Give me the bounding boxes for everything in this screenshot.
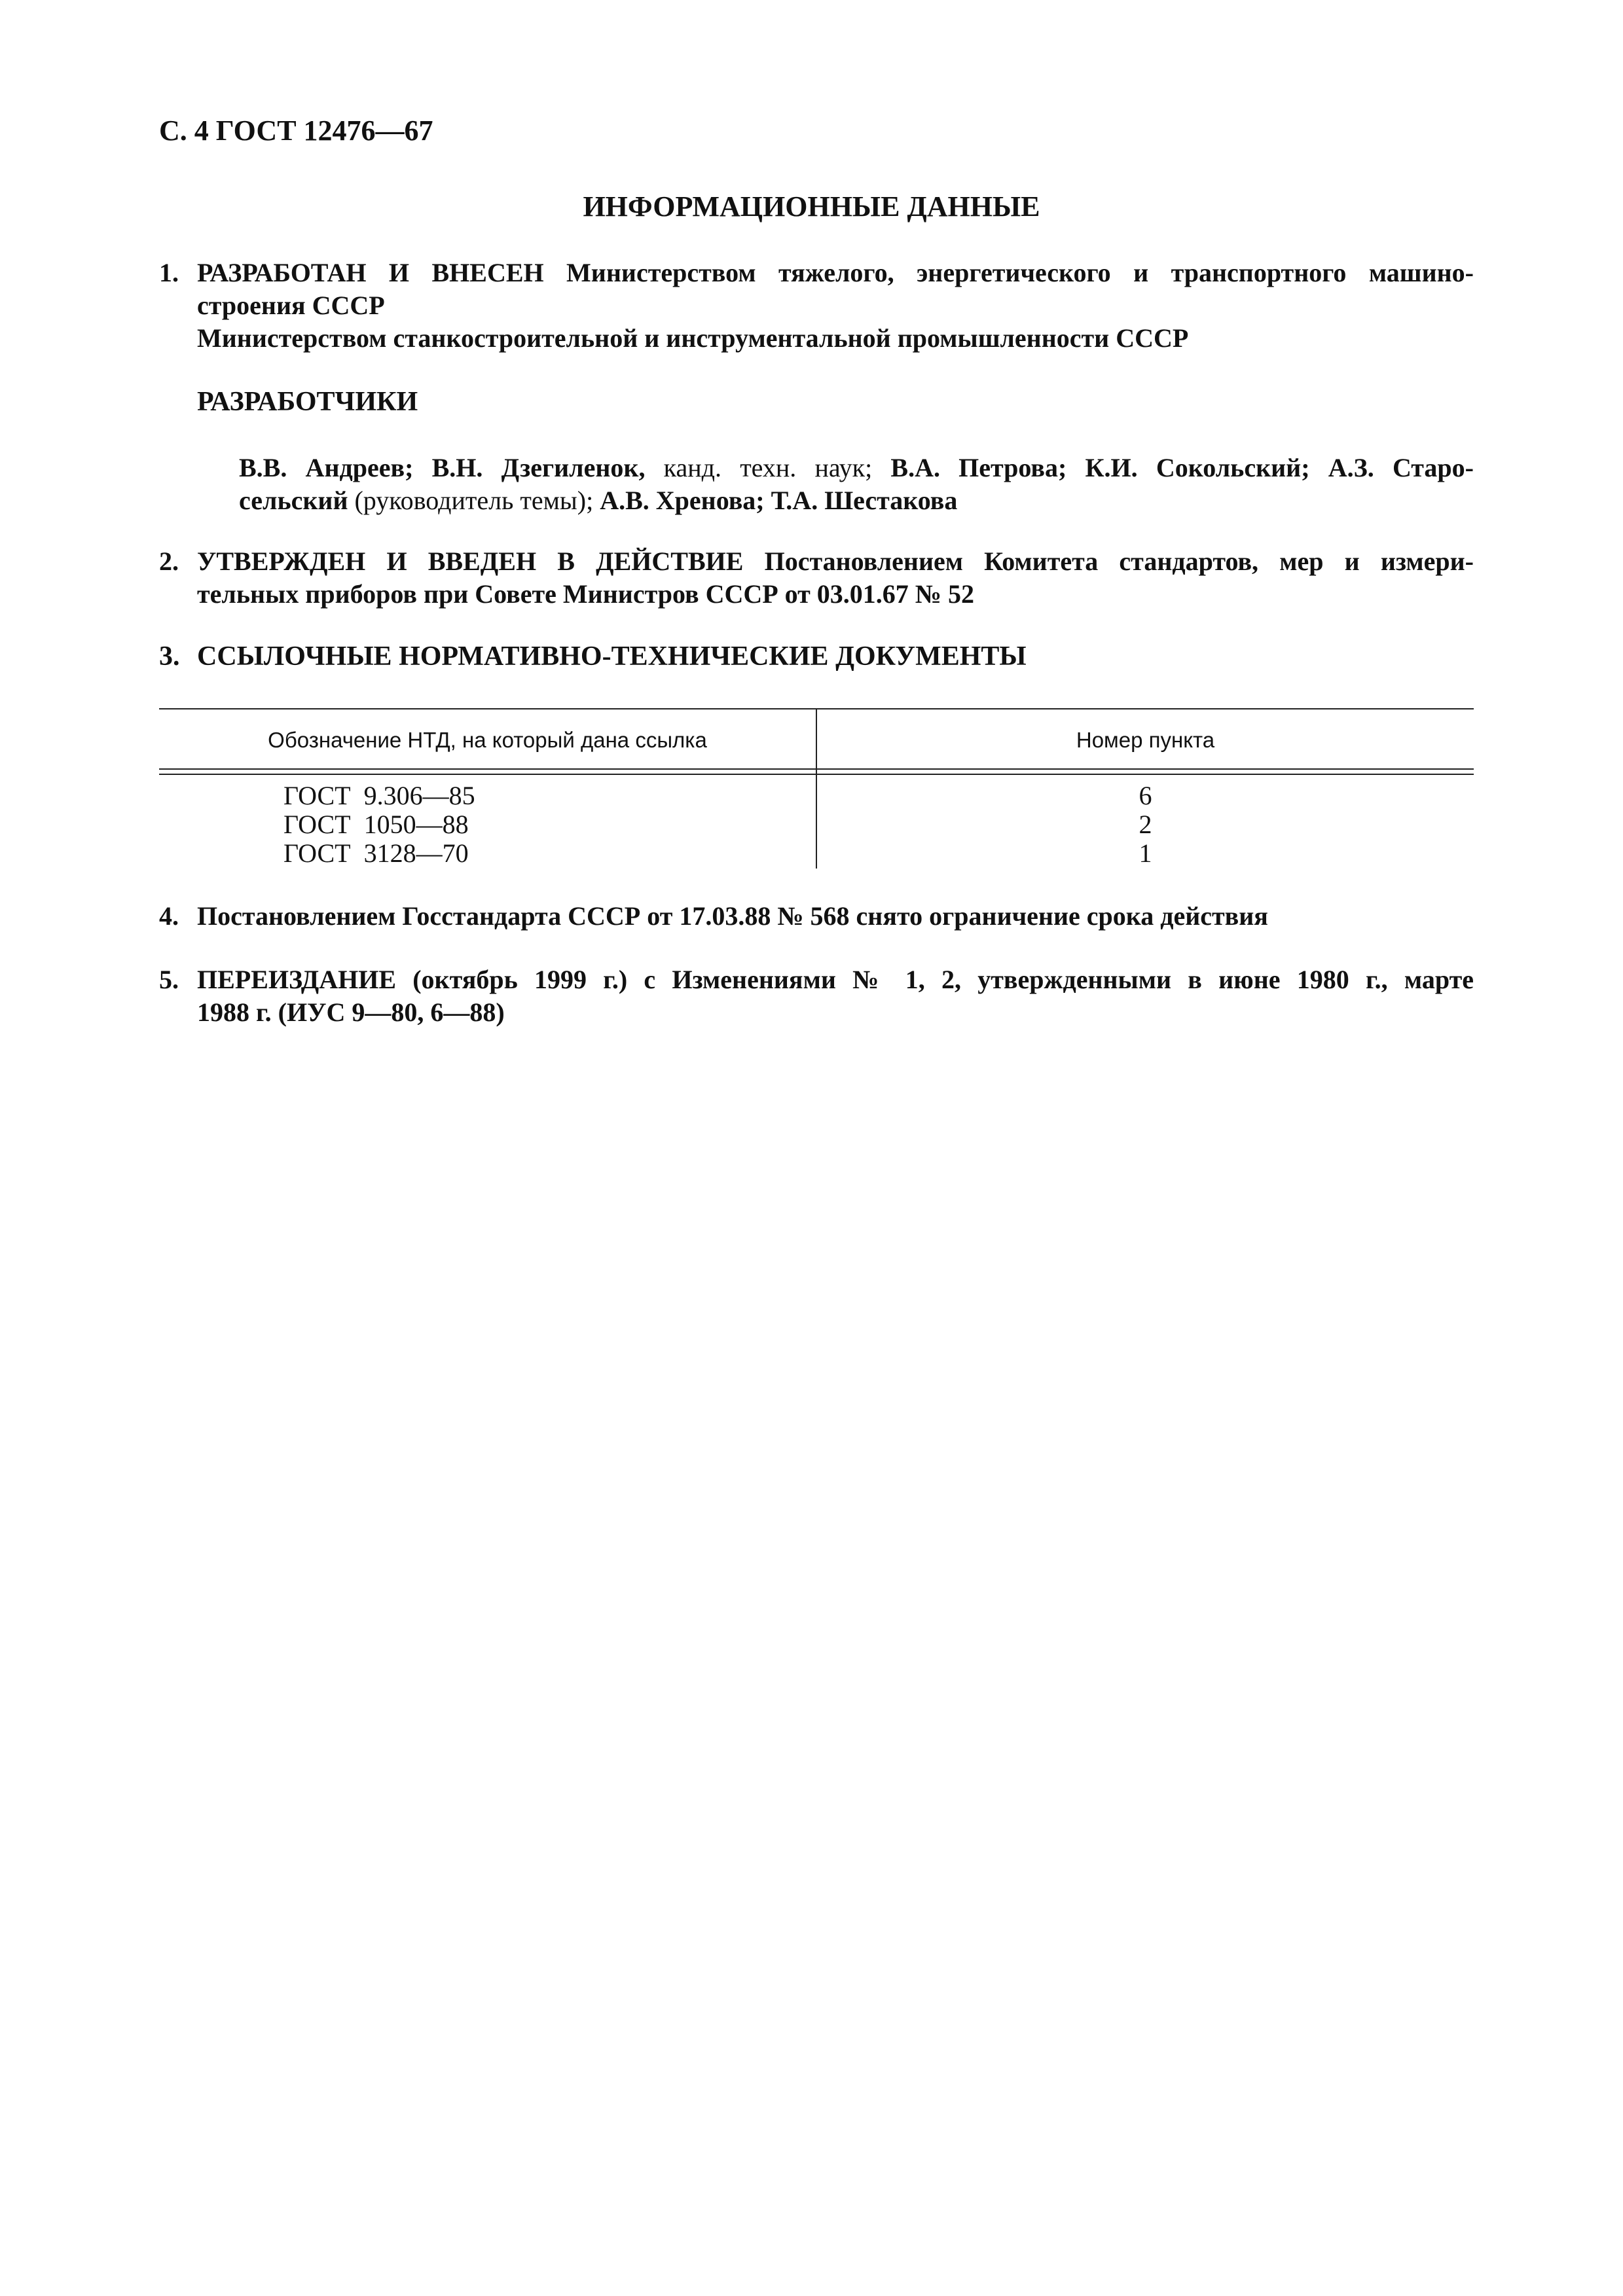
document-title: ИНФОРМАЦИОННЫЕ ДАННЫЕ	[583, 190, 1040, 223]
reference-table	[159, 708, 1474, 869]
developers-names-3: сельский	[239, 486, 348, 515]
table-cell-item: 2	[1139, 810, 1152, 839]
table-header-item-number: Номер пункта	[1076, 728, 1215, 752]
section-5	[159, 963, 1474, 1029]
table-column-items	[817, 781, 1474, 868]
table-column-documents	[283, 781, 475, 868]
section-1-line-1: РАЗРАБОТАН И ВНЕСЕН Министерством тяжелого, энергетического и транспортного машино-	[197, 258, 1474, 287]
section-2-number: 2.	[159, 547, 179, 576]
table-header-document: Обозначение НТД, на который дана ссылка	[268, 728, 707, 752]
developers-names-4: А.В. Хренова; Т.А. Шестакова	[593, 486, 958, 515]
developers-line-2	[239, 484, 1474, 517]
developers-line-1	[239, 452, 1474, 484]
developers-degree: канд. техн. наук;	[645, 453, 873, 482]
developers-heading: РАЗРАБОТЧИКИ	[197, 387, 418, 417]
section-4-text: Постановлением Госстандарта СССР от 17.03.88 № 568 снято ограничение срока действия	[197, 901, 1268, 931]
developers-list	[239, 452, 1474, 517]
section-1-line-2: строения СССР	[197, 291, 385, 320]
page-header: С. 4 ГОСТ 12476—67	[159, 115, 433, 147]
table-cell-document: ГОСТ 3128—70	[283, 838, 469, 868]
section-1-line-3: Министерством станкостроительной и инструментальной промышленности СССР	[197, 323, 1189, 353]
section-2-line-2: тельных приборов при Совете Министров СССР от 03.01.67 № 52	[197, 579, 974, 609]
section-2-line-1: УТВЕРЖДЕН И ВВЕДЕН В ДЕЙСТВИЕ Постановлением Комитета стандартов, мер и измери-	[197, 547, 1474, 576]
section-4	[159, 900, 1474, 933]
section-5-line-2: 1988 г. (ИУС 9—80, 6—88)	[197, 997, 505, 1027]
section-1-number: 1.	[159, 258, 179, 287]
table-cell-item: 1	[1139, 838, 1152, 868]
table-cell-item: 6	[1139, 781, 1152, 810]
table-cell-document: ГОСТ 1050—88	[283, 810, 469, 839]
table-cell-document: ГОСТ 9.306—85	[283, 781, 475, 810]
developers-role: (руководитель темы);	[348, 486, 594, 515]
section-1	[159, 257, 1474, 355]
section-5-line-1: ПЕРЕИЗДАНИЕ (октябрь 1999 г.) с Изменениями № 1, 2, утвержденными в июне 1980 г., марте	[197, 965, 1474, 994]
section-4-number: 4.	[159, 901, 179, 931]
section-3-heading: ССЫЛОЧНЫЕ НОРМАТИВНО-ТЕХНИЧЕСКИЕ ДОКУМЕНТЫ	[197, 641, 1027, 672]
developers-names-1: В.В. Андреев; В.Н. Дзегиленок,	[239, 453, 646, 482]
developers-names-2: В.А. Петрова; К.И. Сокольский; А.З. Старо-	[872, 453, 1474, 482]
section-2	[159, 545, 1474, 611]
section-5-number: 5.	[159, 965, 179, 994]
section-3-number: 3.	[159, 641, 180, 672]
section-3	[159, 640, 1474, 673]
